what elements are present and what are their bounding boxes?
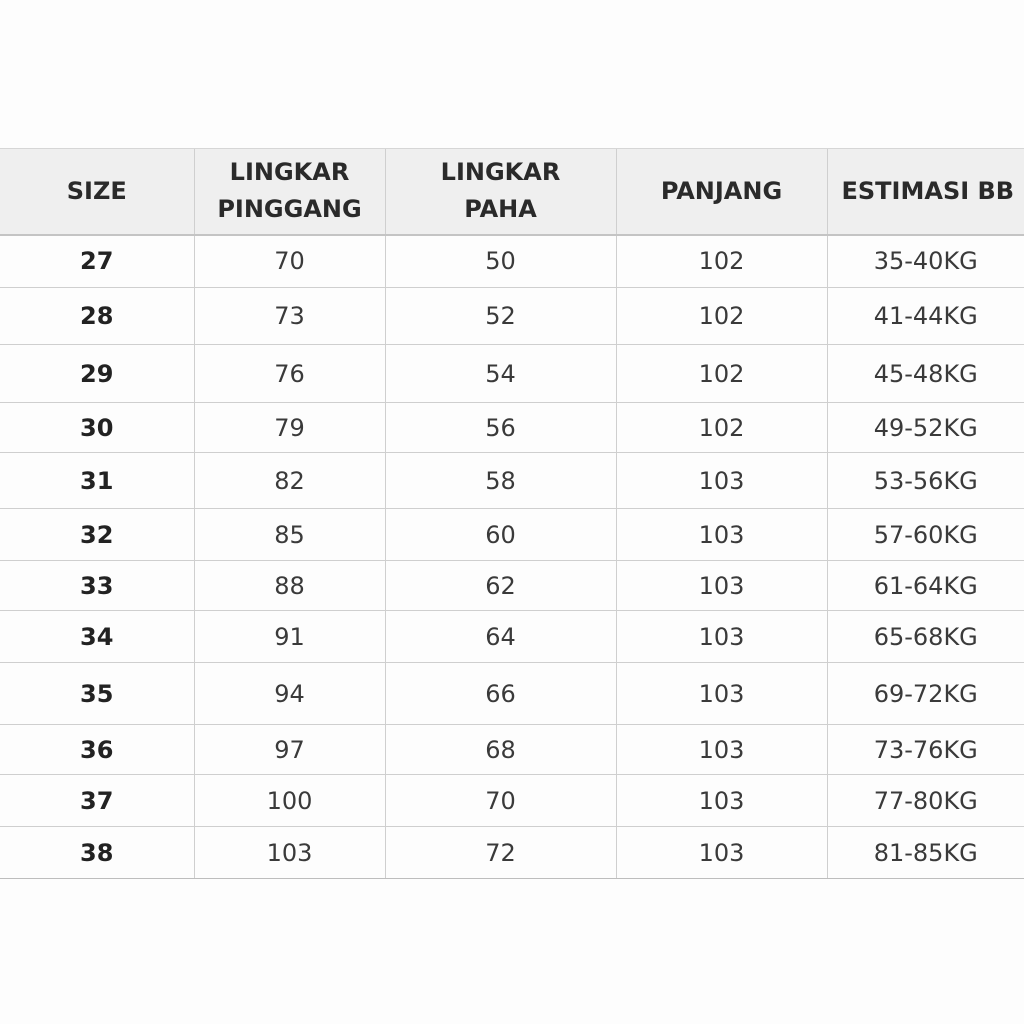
- cell-thigh: 58: [385, 453, 616, 509]
- header-waist-line1: LINGKAR: [229, 158, 350, 187]
- cell-weight: 81-85KG: [827, 827, 1024, 879]
- cell-size: 33: [0, 561, 194, 611]
- cell-size: 36: [0, 725, 194, 775]
- table-row: [0, 611, 1024, 663]
- header-weight-estimate: [827, 149, 1024, 235]
- cell-length: 103: [616, 509, 827, 561]
- cell-thigh: 50: [385, 235, 616, 288]
- header-weight-estimate-label: ESTIMASI BB: [841, 176, 1015, 205]
- header-thigh: [385, 149, 616, 235]
- cell-weight: 77-80KG: [827, 775, 1024, 827]
- table-row: [0, 827, 1024, 879]
- cell-size: 37: [0, 775, 194, 827]
- cell-waist: 94: [194, 663, 385, 725]
- table-row: [0, 288, 1024, 345]
- table-body: [0, 235, 1024, 879]
- header-size-label: SIZE: [66, 176, 127, 205]
- cell-length: 103: [616, 827, 827, 879]
- cell-waist: 97: [194, 725, 385, 775]
- size-table: [0, 148, 1024, 879]
- cell-thigh: 62: [385, 561, 616, 611]
- cell-weight: 41-44KG: [827, 288, 1024, 345]
- cell-size: 28: [0, 288, 194, 345]
- cell-thigh: 70: [385, 775, 616, 827]
- cell-waist: 88: [194, 561, 385, 611]
- cell-length: 102: [616, 288, 827, 345]
- cell-weight: 53-56KG: [827, 453, 1024, 509]
- cell-weight: 57-60KG: [827, 509, 1024, 561]
- cell-weight: 35-40KG: [827, 235, 1024, 288]
- cell-length: 103: [616, 663, 827, 725]
- cell-weight: 61-64KG: [827, 561, 1024, 611]
- cell-thigh: 64: [385, 611, 616, 663]
- header-length-label: PANJANG: [660, 176, 783, 205]
- header-waist: [194, 149, 385, 235]
- cell-length: 102: [616, 345, 827, 403]
- header-thigh-line2: PAHA: [464, 195, 537, 224]
- cell-size: 27: [0, 235, 194, 288]
- cell-weight: 65-68KG: [827, 611, 1024, 663]
- cell-size: 29: [0, 345, 194, 403]
- header-length: [616, 149, 827, 235]
- cell-weight: 45-48KG: [827, 345, 1024, 403]
- table-row: [0, 345, 1024, 403]
- cell-size: 35: [0, 663, 194, 725]
- header-waist-line2: PINGGANG: [217, 195, 362, 224]
- cell-thigh: 52: [385, 288, 616, 345]
- cell-length: 103: [616, 725, 827, 775]
- table-row: [0, 775, 1024, 827]
- table-row: [0, 509, 1024, 561]
- table-row: [0, 561, 1024, 611]
- cell-weight: 69-72KG: [827, 663, 1024, 725]
- cell-length: 103: [616, 453, 827, 509]
- cell-length: 103: [616, 775, 827, 827]
- size-chart: [0, 148, 1024, 879]
- cell-waist: 73: [194, 288, 385, 345]
- cell-waist: 100: [194, 775, 385, 827]
- cell-length: 102: [616, 403, 827, 453]
- cell-thigh: 72: [385, 827, 616, 879]
- cell-thigh: 56: [385, 403, 616, 453]
- cell-length: 103: [616, 561, 827, 611]
- cell-waist: 91: [194, 611, 385, 663]
- header-thigh-line1: LINGKAR: [440, 158, 561, 187]
- table-row: [0, 725, 1024, 775]
- cell-waist: 82: [194, 453, 385, 509]
- table-row: [0, 453, 1024, 509]
- cell-length: 103: [616, 611, 827, 663]
- cell-size: 31: [0, 453, 194, 509]
- header-size: [0, 149, 194, 235]
- table-row: [0, 663, 1024, 725]
- cell-thigh: 54: [385, 345, 616, 403]
- cell-thigh: 66: [385, 663, 616, 725]
- cell-weight: 49-52KG: [827, 403, 1024, 453]
- table-row: [0, 235, 1024, 288]
- cell-thigh: 60: [385, 509, 616, 561]
- header-row: [0, 149, 1024, 235]
- cell-size: 38: [0, 827, 194, 879]
- cell-length: 102: [616, 235, 827, 288]
- table-row: [0, 403, 1024, 453]
- cell-size: 34: [0, 611, 194, 663]
- cell-waist: 85: [194, 509, 385, 561]
- cell-size: 32: [0, 509, 194, 561]
- cell-weight: 73-76KG: [827, 725, 1024, 775]
- cell-waist: 76: [194, 345, 385, 403]
- cell-thigh: 68: [385, 725, 616, 775]
- cell-waist: 79: [194, 403, 385, 453]
- cell-size: 30: [0, 403, 194, 453]
- cell-waist: 70: [194, 235, 385, 288]
- cell-waist: 103: [194, 827, 385, 879]
